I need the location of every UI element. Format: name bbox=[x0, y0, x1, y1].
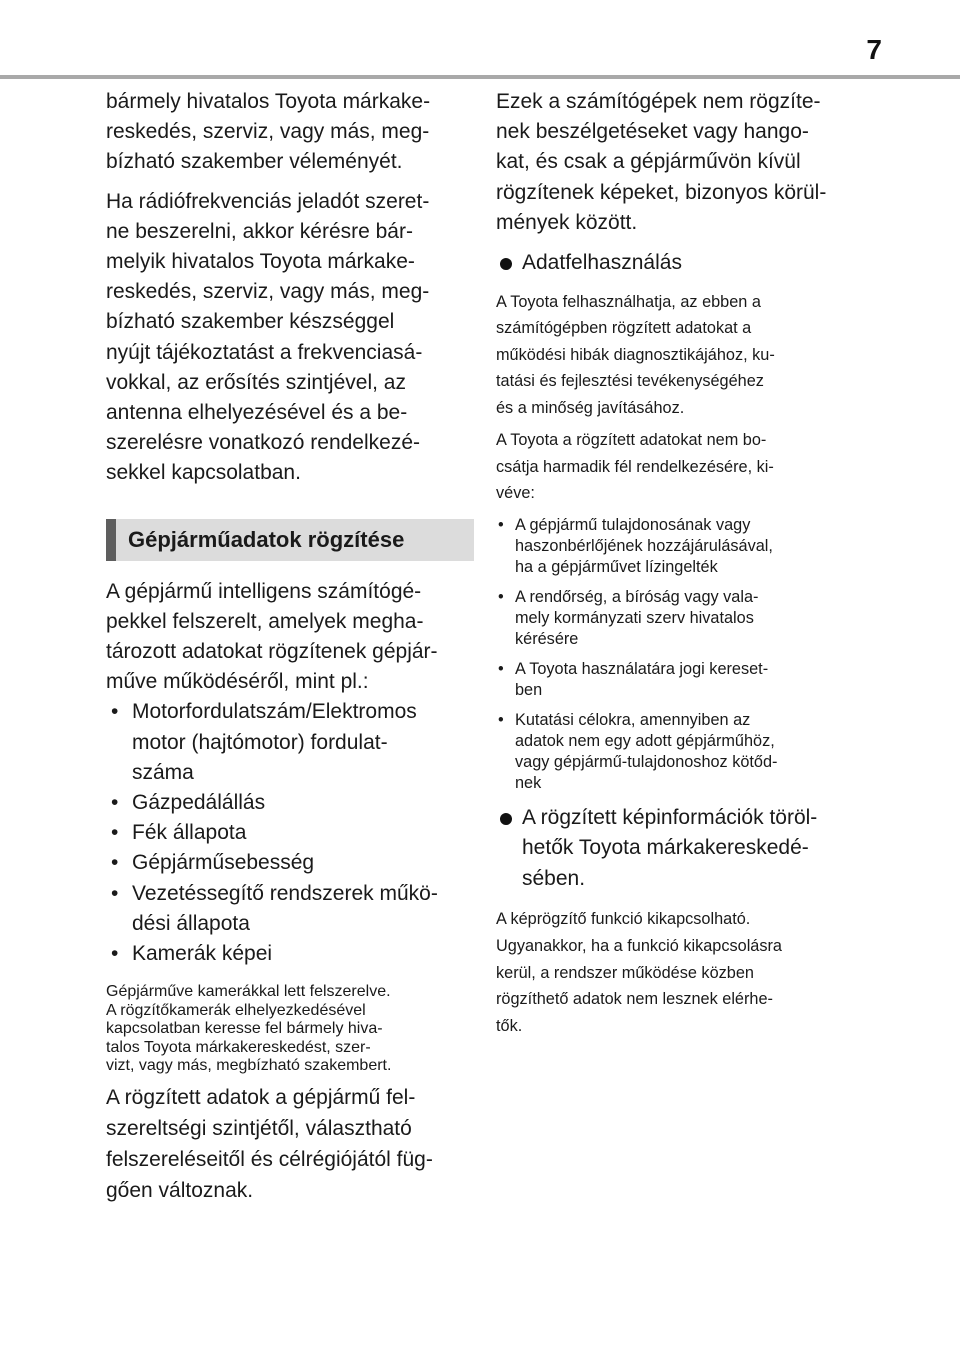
camera-note: Gépjárműve kamerákkal lett felszerelve. A rögzítőkamerák elhelyezkedésével kapcsolatban keresse fel bármely hiva- talos Toyota márkakereskedést, szer- vizt, vagy más, megbízható szakembert. bbox=[106, 983, 392, 1074]
left-paragraph-3: A gépjármű intelligens számítógé- pekkel felszerelt, amelyek megha- tározott adatokat rögzítenek gépjár- műve működéséről, mint pl.: bbox=[106, 579, 438, 694]
list-item: • Kutatási célokra, amennyiben az adatok nem egy adott gépjárműhöz, vagy gépjármű-tulajdonoshoz kötőd- nek bbox=[496, 710, 856, 794]
right-column bbox=[496, 87, 856, 1040]
left-column bbox=[106, 87, 474, 1207]
list-item: • A rendőrség, a bíróság vagy vala- mely kormányzati szerv hivatalos kérésére bbox=[496, 587, 856, 650]
left-paragraph-1: bármely hivatalos Toyota márkake- reskedés, szerviz, vagy más, meg- bízható szakember véleményét. bbox=[106, 90, 431, 174]
subheading-adatfelhasznalas: Adatfelhasználás bbox=[496, 248, 856, 279]
list-item: • Gázpedálállás bbox=[106, 788, 474, 818]
header-rule bbox=[0, 75, 960, 79]
list-item: • Motorfordulatszám/Elektromos motor (hajtómotor) fordulat- száma bbox=[106, 697, 474, 788]
subheading-kepinformaciok: A rögzített képinformációk töröl- hetők Toyota márkakereskedé- sében. bbox=[496, 803, 856, 895]
list-item: • Gépjárműsebesség bbox=[106, 848, 474, 878]
page-number: 7 bbox=[866, 34, 882, 65]
list-item: • Kamerák képei bbox=[106, 939, 474, 969]
right-paragraph-2: A Toyota felhasználhatja, az ebben a számítógépben rögzített adatokat a működési hibák diagnosztikájához, ku- tatási és fejlesztési tevékenységéhez és a minőség javításához. bbox=[496, 292, 775, 417]
list-item: • Fék állapota bbox=[106, 818, 474, 848]
right-bullet-list bbox=[496, 515, 856, 794]
left-paragraph-4: A rögzített adatok a gépjármű fel- szereltségi szintjétől, választható felszereléseitől és célrégiójától füg- gően változnak. bbox=[106, 1086, 433, 1202]
right-paragraph-3: A Toyota a rögzített adatokat nem bo- csátja harmadik fél rendelkezésére, ki- véve: bbox=[496, 431, 774, 503]
left-paragraph-2: Ha rádiófrekvenciás jeladót szeret- ne beszerelni, akkor kérésre bár- melyik hivatalos Toyota márkake- reskedés, szerviz, vagy más, meg- bízható szakember készséggel nyújt tájékoztatást a frekvenciasá- vokkal, az erősítés szintjével, az antenna elhelyezésével és a be- szerelésre vonatkozó rendelkezé- sekkel kapcsolatban. bbox=[106, 189, 430, 485]
left-bullet-list bbox=[106, 697, 474, 969]
list-item: • A Toyota használatára jogi kereset- ben bbox=[496, 659, 856, 701]
right-paragraph-4: A képrögzítő funkció kikapcsolható. Ugyanakkor, ha a funkció kikapcsolásra kerül, a rendszer működése közben rögzíthető adatok nem lesznek elérhe- tők. bbox=[496, 910, 782, 1036]
section-heading: Gépjárműadatok rögzítése bbox=[106, 519, 474, 561]
right-paragraph-1: Ezek a számítógépek nem rögzíte- nek beszélgetéseket vagy hango- kat, és csak a gépjárművön kívül rögzítenek képeket, bizonyos körül- mények között. bbox=[496, 90, 827, 234]
list-item: • Vezetéssegítő rendszerek műkö- dési állapota bbox=[106, 879, 474, 939]
list-item: • A gépjármű tulajdonosának vagy haszonbérlőjének hozzájárulásával, ha a gépjárművet lízingelték bbox=[496, 515, 856, 578]
